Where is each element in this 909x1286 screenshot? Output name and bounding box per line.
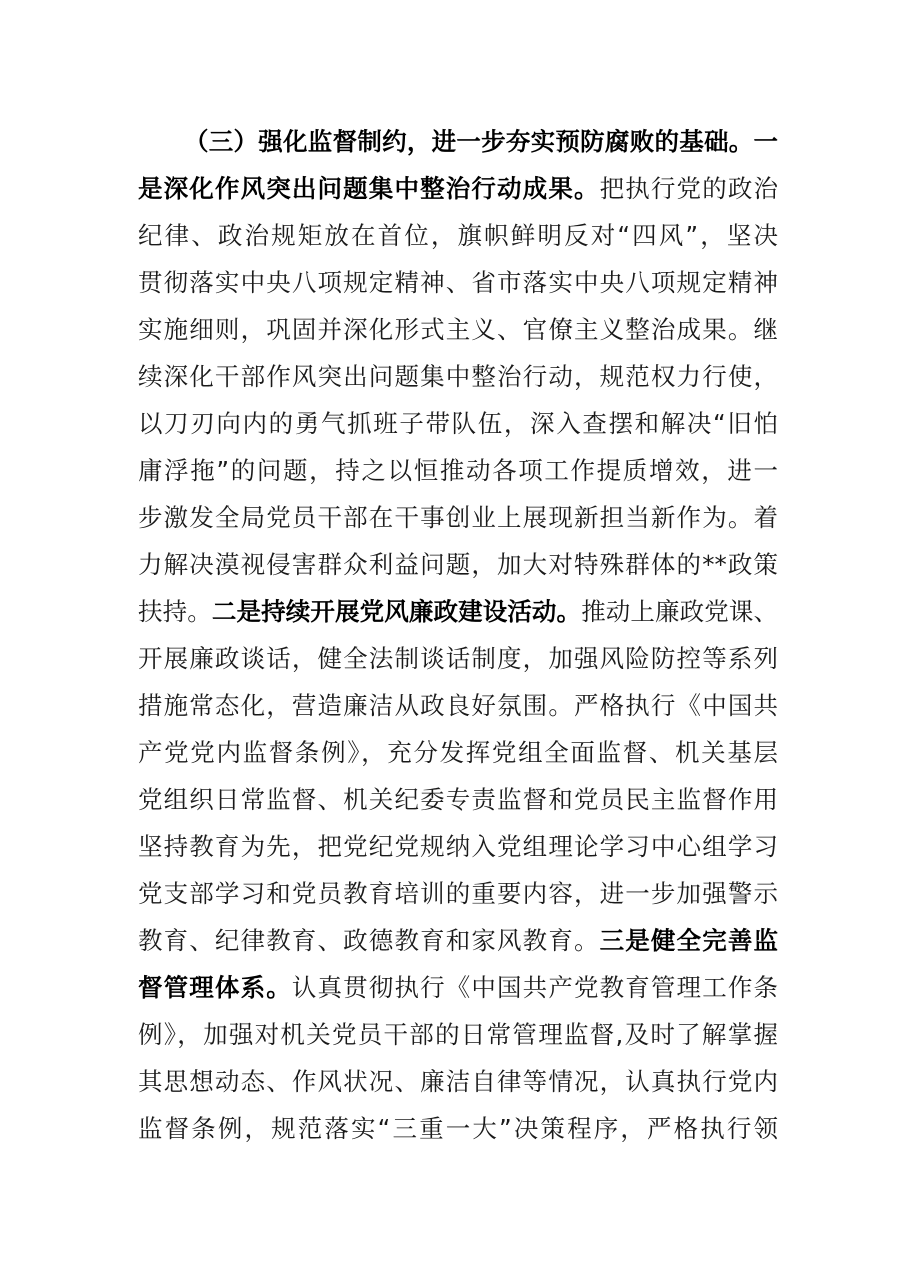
text-line [138, 635, 778, 682]
bold-text-segment: （三）强化监督制约，进一步夯实预防腐败的基础。一 [184, 127, 778, 156]
text-line [138, 541, 778, 588]
text-segment: 产党党内监督条例》，充分发挥党组全面监督、机关基层 [138, 738, 778, 767]
text-line [138, 1011, 778, 1058]
text-segment: 例》，加强对机关党员干部的日常管理监督,及时了解掌握 [138, 1020, 778, 1049]
body-paragraph [138, 118, 778, 1152]
text-line [138, 1058, 778, 1105]
text-line [138, 917, 778, 964]
text-line [138, 682, 778, 729]
text-segment: 推动上廉政党课、 [581, 597, 779, 626]
text-line [138, 588, 778, 635]
text-line [138, 118, 778, 165]
text-line [138, 165, 778, 212]
text-segment: 力解决漠视侵害群众利益问题，加大对特殊群体的**政策 [138, 550, 778, 579]
bold-text-segment: 督管理体系。 [138, 973, 292, 1002]
text-segment: 教育、纪律教育、政德教育和家风教育。 [138, 926, 600, 955]
text-segment: 续深化干部作风突出问题集中整治行动，规范权力行使， [138, 362, 778, 391]
text-line [138, 729, 778, 776]
text-segment: 监督条例，规范落实“三重一大”决策程序，严格执行领 [138, 1114, 778, 1143]
text-segment: 措施常态化，营造廉洁从政良好氛围。严格执行《中国共 [138, 691, 778, 720]
text-segment: 扶持。 [138, 597, 212, 626]
text-segment: 实施细则，巩固并深化形式主义、官僚主义整治成果。继 [138, 315, 778, 344]
text-segment: 认真贯彻执行《中国共产党教育管理工作条 [291, 973, 778, 1002]
text-segment: 以刀刃向内的勇气抓班子带队伍，深入查摆和解决“旧怕 [138, 409, 778, 438]
bold-text-segment: 是深化作风突出问题集中整治行动成果。 [138, 174, 600, 203]
text-line [138, 964, 778, 1011]
text-line [138, 306, 778, 353]
text-line [138, 212, 778, 259]
text-segment: 开展廉政谈话，健全法制谈话制度，加强风险防控等系列 [138, 644, 778, 673]
text-line [138, 494, 778, 541]
text-segment: 坚持教育为先，把党纪党规纳入党组理论学习中心组学习 [138, 832, 778, 861]
text-line [138, 259, 778, 306]
text-segment: 党支部学习和党员教育培训的重要内容，进一步加强警示 [138, 879, 778, 908]
text-segment: 把执行党的政治 [599, 174, 778, 203]
text-line [138, 1105, 778, 1152]
text-line [138, 776, 778, 823]
text-line [138, 870, 778, 917]
text-segment: 庸浮拖”的问题，持之以恒推动各项工作提质增效，进一 [138, 456, 778, 485]
bold-text-segment: 二是持续开展党风廉政建设活动。 [211, 597, 582, 626]
text-segment: 步激发全局党员干部在干事创业上展现新担当新作为。着 [138, 503, 778, 532]
text-segment: 其思想动态、作风状况、廉洁自律等情况，认真执行党内 [138, 1067, 778, 1096]
text-line [138, 353, 778, 400]
text-line [138, 400, 778, 447]
text-segment: 贯彻落实中央八项规定精神、省市落实中央八项规定精神 [138, 268, 778, 297]
text-line [138, 447, 778, 494]
text-line [138, 823, 778, 870]
text-segment: 纪律、政治规矩放在首位，旗帜鲜明反对“四风”，坚决 [138, 221, 778, 250]
text-segment: 党组织日常监督、机关纪委专责监督和党员民主监督作用 [138, 785, 778, 814]
bold-text-segment: 三是健全完善监 [599, 926, 778, 955]
